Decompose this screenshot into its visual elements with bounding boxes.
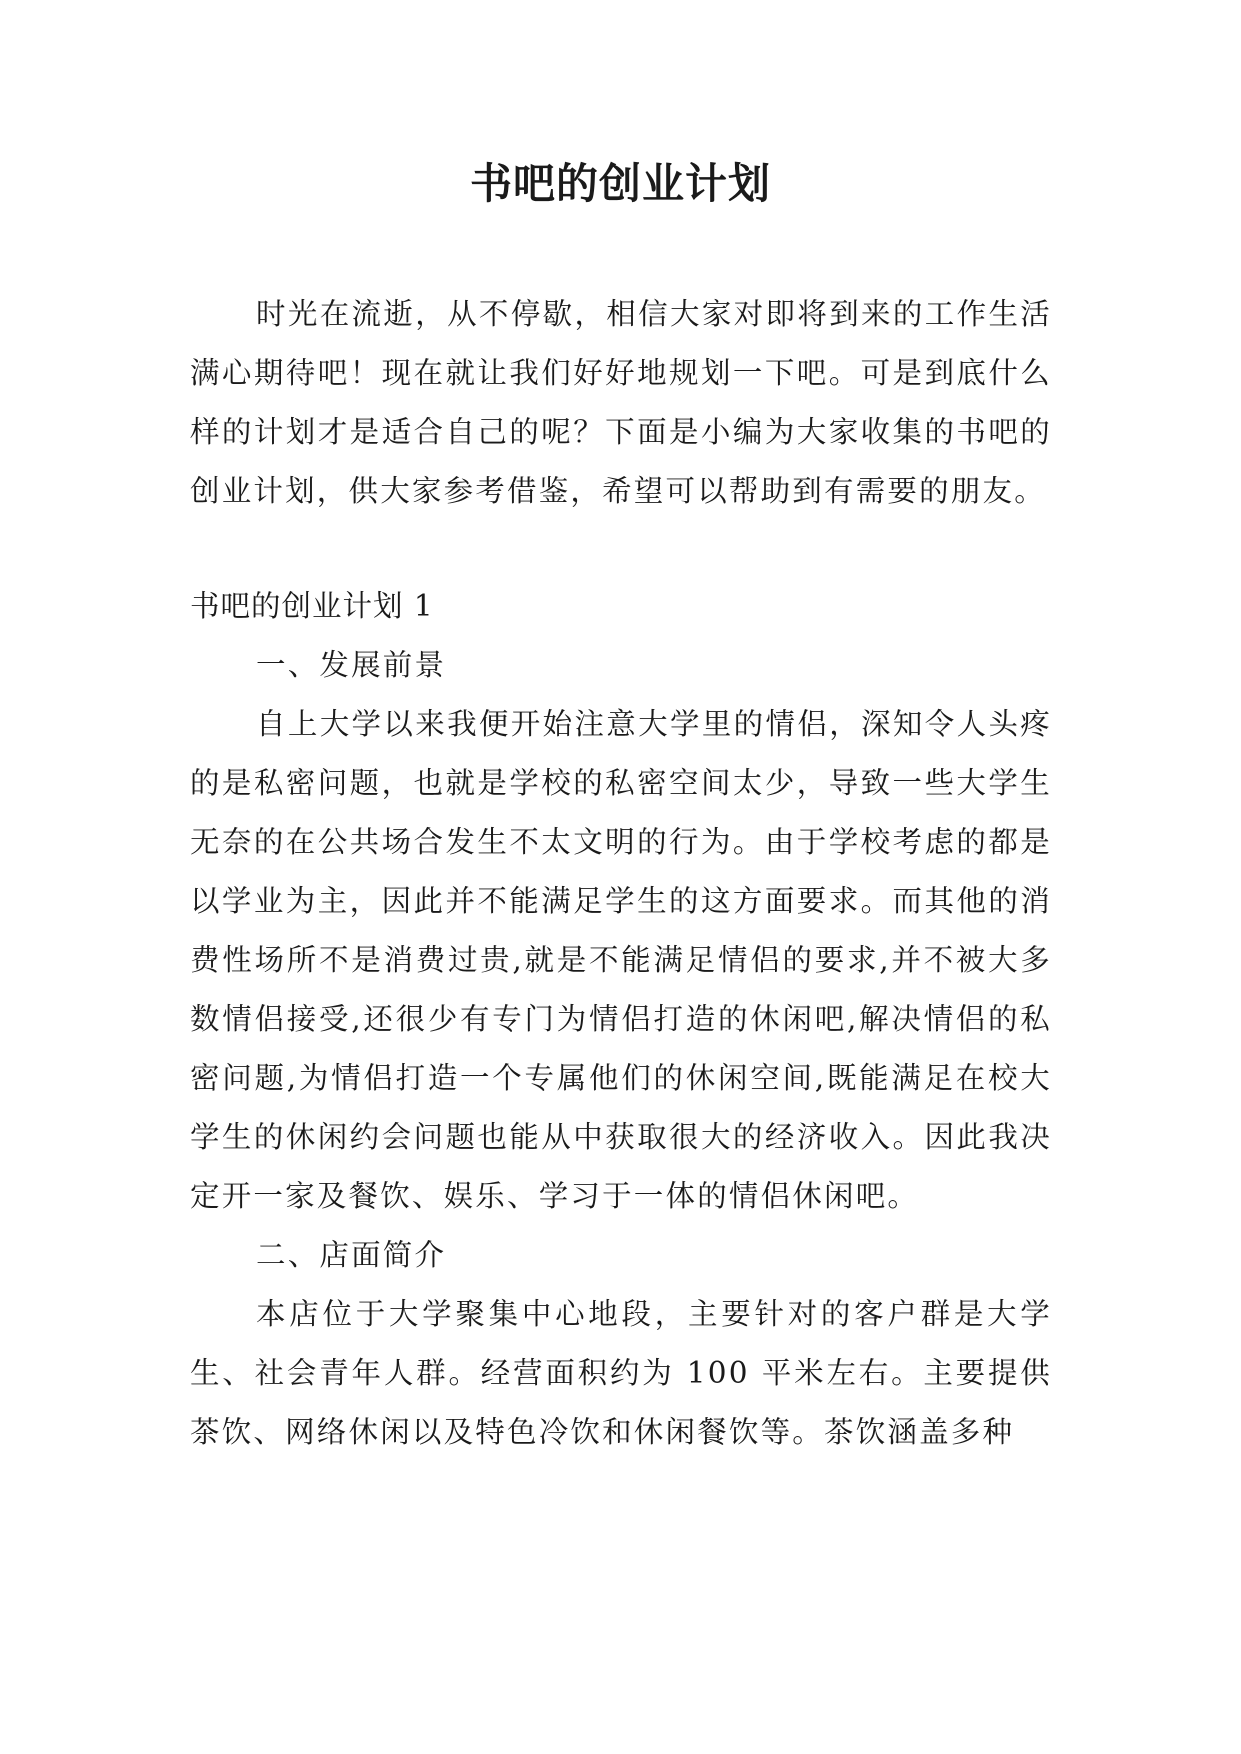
intro-paragraph: 时光在流逝，从不停歇，相信大家对即将到来的工作生活满心期待吧！现在就让我们好好地规划一下吧。可是到底什么样的计划才是适合自己的呢？下面是小编为大家收集的书吧的创业计划，供大家参考借鉴，希望可以帮助到有需要的朋友。 <box>190 297 1052 508</box>
heading-store-introduction: 二、店面简介 <box>256 1238 447 1272</box>
document-body <box>190 285 1052 1462</box>
paragraph-store-introduction: 本店位于大学聚集中心地段，主要针对的客户群是大学生、社会青年人群。经营面积约为 100 平米左右。主要提供茶饮、网络休闲以及特色冷饮和休闲餐饮等。茶饮涵盖多种 <box>190 1297 1052 1449</box>
document-title: 书吧的创业计划 <box>469 159 771 208</box>
section-title: 书吧的创业计划 1 <box>190 589 434 623</box>
heading-development-prospects: 一、发展前景 <box>256 648 447 682</box>
paragraph-development-prospects: 自上大学以来我便开始注意大学里的情侣，深知令人头疼的是私密问题，也就是学校的私密空间太少，导致一些大学生无奈的在公共场合发生不太文明的行为。由于学校考虑的都是以学业为主，因此并不能满足学生的这方面要求。而其他的消费性场所不是消费过贵,就是不能满足情侣的要求,并不被大多数情侣接受,还很少有专门为情侣打造的休闲吧,解决情侣的私密问题,为情侣打造一个专属他们的休闲空间,既能满足在校大学生的休闲约会问题也能从中获取很大的经济收入。因此我决定开一家及餐饮、娱乐、学习于一体的情侣休闲吧。 <box>190 707 1052 1213</box>
